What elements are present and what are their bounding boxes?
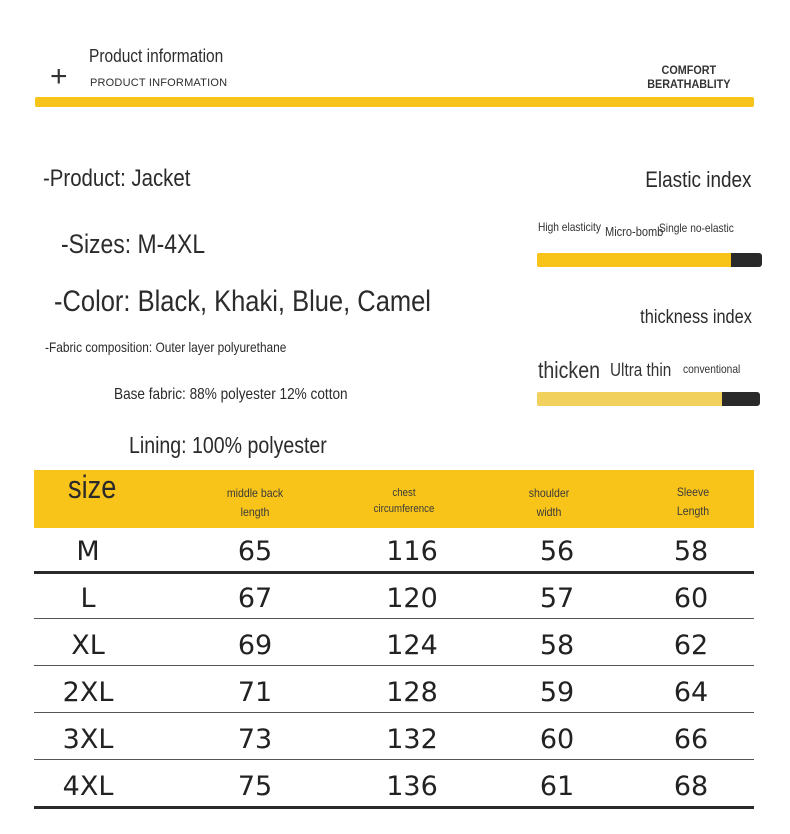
- row-divider: [34, 806, 754, 809]
- thickness-index-fill: [537, 392, 722, 406]
- cell-shoulder: 56: [539, 536, 575, 567]
- elastic-label-high: High elasticity: [538, 220, 601, 234]
- cell-sleeve: 66: [673, 724, 709, 755]
- product-line: -Product: Jacket: [43, 165, 191, 192]
- table-row: [34, 764, 754, 811]
- header-back-length-line1: middle back: [226, 486, 284, 500]
- base-fabric-line: Base fabric: 88% polyester 12% cotton: [114, 386, 348, 403]
- header-divider: [35, 97, 754, 107]
- lining-line: Lining: 100% polyester: [129, 432, 327, 458]
- elastic-index-title: Elastic index: [645, 167, 752, 192]
- row-divider: [34, 665, 754, 666]
- thickness-label-thicken: thicken: [538, 357, 600, 383]
- header-chest-line2: circumference: [373, 503, 435, 515]
- cell-sleeve: 64: [673, 677, 709, 708]
- cell-chest: 132: [386, 724, 438, 755]
- comfort-badge: [647, 63, 730, 91]
- cell-chest: 136: [386, 771, 438, 802]
- cell-shoulder: 57: [539, 583, 575, 614]
- color-line: -Color: Black, Khaki, Blue, Camel: [54, 285, 431, 318]
- badge-line-2: BERATHABLITY: [646, 77, 730, 91]
- cell-back-length: 69: [237, 630, 273, 661]
- cell-chest: 124: [386, 630, 438, 661]
- cell-shoulder: 59: [539, 677, 575, 708]
- cell-chest: 116: [386, 536, 438, 567]
- cell-back-length: 67: [237, 583, 273, 614]
- cell-chest: 120: [386, 583, 438, 614]
- row-divider: [34, 571, 754, 574]
- elastic-index-remainder: [731, 253, 763, 267]
- row-divider: [34, 759, 754, 760]
- plus-icon: +: [50, 60, 68, 93]
- thickness-index-bar: [537, 392, 760, 406]
- cell-shoulder: 58: [539, 630, 575, 661]
- table-row: [34, 623, 754, 670]
- cell-size: XL: [71, 630, 105, 661]
- table-row: [34, 529, 754, 576]
- table-row: [34, 717, 754, 764]
- cell-chest: 128: [386, 677, 438, 708]
- row-divider: [34, 712, 754, 713]
- sizes-line: -Sizes: M-4XL: [61, 229, 206, 259]
- cell-back-length: 73: [237, 724, 273, 755]
- header-sleeve: [640, 483, 746, 521]
- table-row: [34, 670, 754, 717]
- cell-shoulder: 61: [539, 771, 575, 802]
- header-sleeve-line2: Length: [676, 504, 710, 518]
- cell-size: 2XL: [62, 677, 114, 708]
- cell-shoulder: 60: [539, 724, 575, 755]
- thickness-index-remainder: [722, 392, 760, 406]
- header-back-length: [202, 484, 308, 522]
- elastic-label-micro: Micro-bomb: [605, 224, 664, 239]
- elastic-label-single: Single no-elastic: [659, 221, 734, 235]
- thickness-label-conventional: conventional: [683, 362, 741, 376]
- section-subtitle: PRODUCT INFORMATION: [90, 77, 228, 89]
- header-shoulder-line2: width: [536, 505, 562, 519]
- size-table-header: [34, 470, 754, 528]
- thickness-index-title: thickness index: [640, 307, 752, 328]
- header-shoulder: [496, 484, 602, 522]
- header-shoulder-line1: shoulder: [528, 486, 570, 500]
- cell-sleeve: 60: [673, 583, 709, 614]
- thickness-label-ultra-thin: Ultra thin: [610, 360, 672, 380]
- cell-sleeve: 68: [673, 771, 709, 802]
- header-chest: [351, 485, 457, 517]
- cell-size: 3XL: [62, 724, 114, 755]
- cell-back-length: 71: [237, 677, 273, 708]
- section-title: Product information: [89, 46, 224, 66]
- cell-sleeve: 58: [673, 536, 709, 567]
- cell-size: 4XL: [62, 771, 114, 802]
- header-size: size: [68, 469, 117, 505]
- row-divider: [34, 618, 754, 619]
- table-row: [34, 576, 754, 623]
- header-chest-line1: chest: [392, 487, 416, 499]
- elastic-index-bar: [537, 253, 762, 267]
- cell-back-length: 65: [237, 536, 273, 567]
- badge-line-1: COMFORT: [661, 63, 716, 77]
- cell-back-length: 75: [237, 771, 273, 802]
- cell-sleeve: 62: [673, 630, 709, 661]
- cell-size: L: [80, 583, 96, 614]
- cell-size: M: [76, 536, 100, 567]
- header-sleeve-line1: Sleeve: [676, 485, 710, 499]
- elastic-index-fill: [537, 253, 731, 267]
- fabric-line: -Fabric composition: Outer layer polyurethane: [45, 339, 287, 355]
- header-back-length-line2: length: [240, 505, 270, 519]
